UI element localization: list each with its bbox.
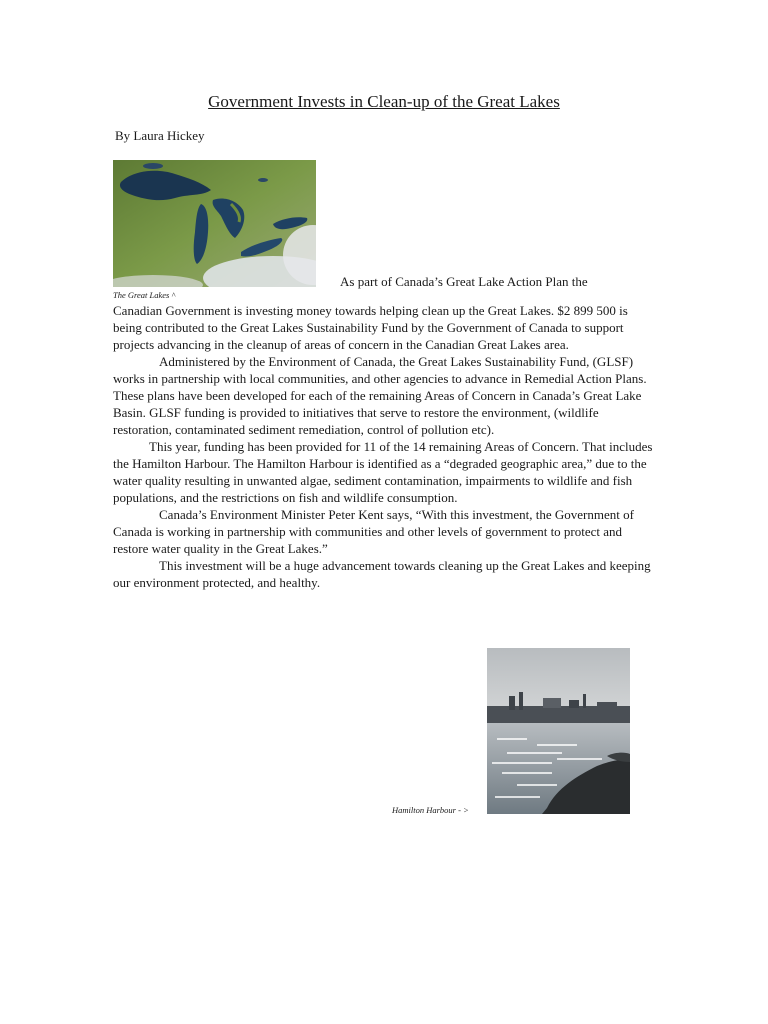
hamilton-harbour-photo [487, 648, 630, 814]
paragraph-2: Administered by the Environment of Canada, the Great Lakes Sustainability Fund, (GLSF) works in partnership with local communities, and other agencies to advance in Remedial Action Plans. These plans have been developed for each of the remaining Areas of Concern in Canada’s Great Lake Basin. GLSF funding is provided to initiatives that serve to restore the environment, (wildlife restoration, contaminated sediment remediation, control of pollution etc). [113, 354, 647, 437]
article-byline: By Laura Hickey [115, 128, 205, 143]
hamilton-harbour-caption: Hamilton Harbour - > [392, 805, 469, 815]
great-lakes-satellite-image [113, 160, 316, 287]
intro-first-line: As part of Canada’s Great Lake Action Plan the [340, 274, 588, 289]
article-body [113, 302, 658, 591]
article-title: Government Invests in Clean-up of the Great Lakes [208, 92, 560, 111]
paragraph-1: Canadian Government is investing money towards helping clean up the Great Lakes. $2 899 500 is being contributed to the Great Lakes Sustainability Fund by the Government of Canada to support projects advancing in the cleanup of areas of concern in the Canadian Great Lakes area. [113, 303, 628, 352]
paragraph-5: This investment will be a huge advancement towards cleaning up the Great Lakes and keeping our environment protected, and healthy. [113, 558, 651, 590]
great-lakes-caption: The Great Lakes ^ [113, 290, 176, 300]
paragraph-3: This year, funding has been provided for 11 of the 14 remaining Areas of Concern. That includes the Hamilton Harbour. The Hamilton Harbour is identified as a “degraded geographic area,” due to the water quality resulting in unwanted algae, sediment contamination, impairments to wildlife and fish populations, and the restrictions on fish and wildlife consumption. [113, 439, 653, 505]
paragraph-4: Canada’s Environment Minister Peter Kent says, “With this investment, the Government of Canada is working in partnership with communities and other levels of government to protect and restore water quality in the Great Lakes.” [113, 507, 634, 556]
